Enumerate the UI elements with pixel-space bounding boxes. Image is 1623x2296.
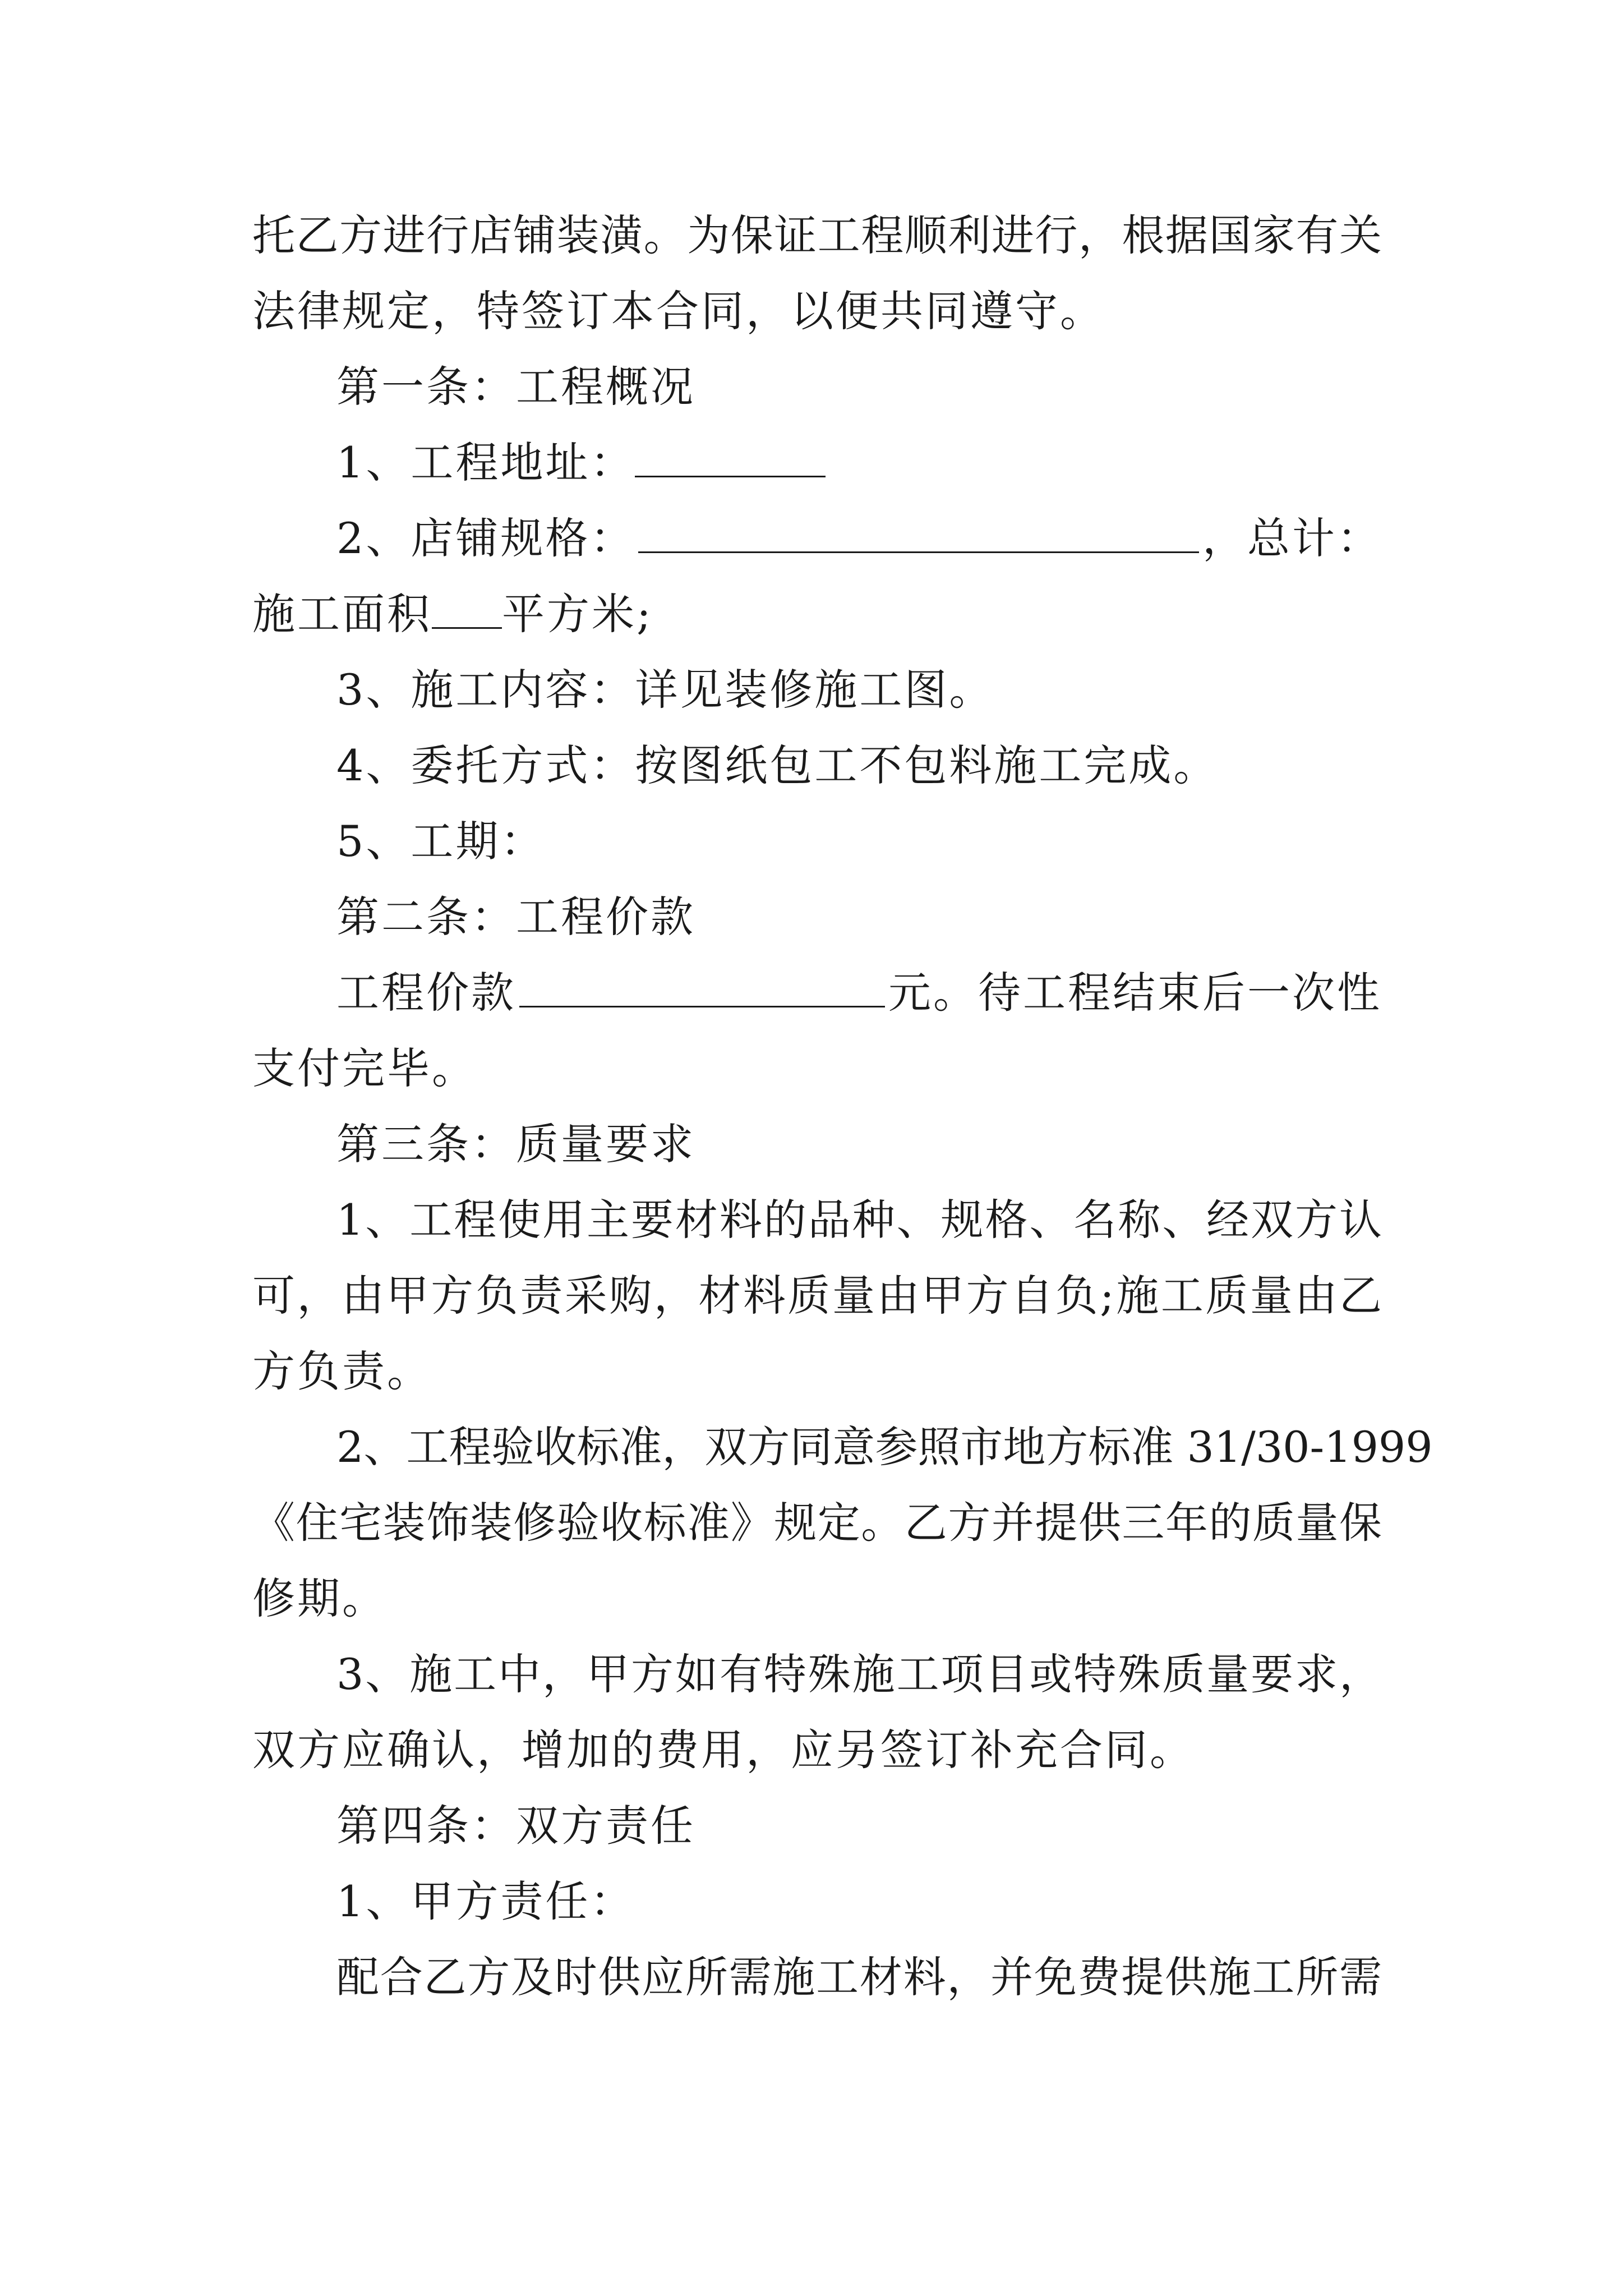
area-unit: 平方米;: [502, 589, 653, 639]
article-3-item-1-line-2: 可，由甲方负责采购，材料质量由甲方自负;施工质量由乙: [252, 1271, 1382, 1320]
article-1-item-4: 4、委托方式：按图纸包工不包料施工完成。: [336, 740, 1219, 790]
article-1-item-2: [336, 510, 1382, 567]
intro-line-2: 法律规定，特签订本合同，以便共同遵守。: [252, 286, 1105, 336]
article-2-price: [336, 965, 1382, 1021]
address-blank: [635, 436, 826, 477]
article-4-item-1-label: 1、甲方责任：: [336, 1876, 635, 1926]
shop-spec-blank: [638, 512, 1199, 553]
article-3-item-2-line-2: 《住宅装饰装修验收标准》规定。乙方并提供三年的质量保: [252, 1498, 1382, 1548]
article-3-item-3-line-2: 双方应确认，增加的费用，应另签订补充合同。: [252, 1725, 1195, 1775]
article-4-heading: 第四条：双方责任: [336, 1801, 695, 1851]
price-blank: [519, 967, 885, 1007]
article-1-item-2-area: [252, 586, 653, 642]
article-1-item-5: 5、工期：: [336, 816, 546, 866]
article-1-heading: 第一条：工程概况: [336, 362, 695, 412]
article-1-item-3: 3、施工内容：详见装修施工图。: [336, 665, 994, 715]
article-3-item-3-line-1: 3、施工中，甲方如有特殊施工项目或特殊质量要求，: [336, 1649, 1382, 1699]
shop-spec-label: 2、店铺规格：: [336, 513, 635, 563]
intro-line-1: 托乙方进行店铺装潢。为保证工程顺利进行，根据国家有关: [252, 210, 1382, 260]
article-2-heading: 第二条：工程价款: [336, 892, 695, 942]
address-label: 1、工程地址：: [336, 438, 635, 487]
article-3-item-2-line-3: 修期。: [252, 1573, 387, 1623]
article-3-item-2-line-1: 2、工程验收标准，双方同意参照市地方标准 31/30-1999: [336, 1422, 1433, 1472]
article-3-item-1-line-1: 1、工程使用主要材料的品种、规格、名称、经双方认: [336, 1195, 1382, 1245]
price-suffix: 元。待工程结束后一次性: [888, 968, 1382, 1018]
article-3-item-1-line-3: 方负责。: [252, 1346, 432, 1396]
article-2-price-line-2: 支付完毕。: [252, 1043, 477, 1093]
article-3-heading: 第三条：质量要求: [336, 1119, 695, 1169]
area-label: 施工面积: [252, 589, 432, 639]
price-label: 工程价款: [336, 968, 516, 1018]
article-4-item-1-line-1: 配合乙方及时供应所需施工材料，并免费提供施工所需: [336, 1952, 1382, 2002]
article-1-item-1: [336, 435, 826, 491]
shop-spec-total-label: ，总计：: [1202, 513, 1382, 563]
area-blank: [432, 588, 502, 629]
